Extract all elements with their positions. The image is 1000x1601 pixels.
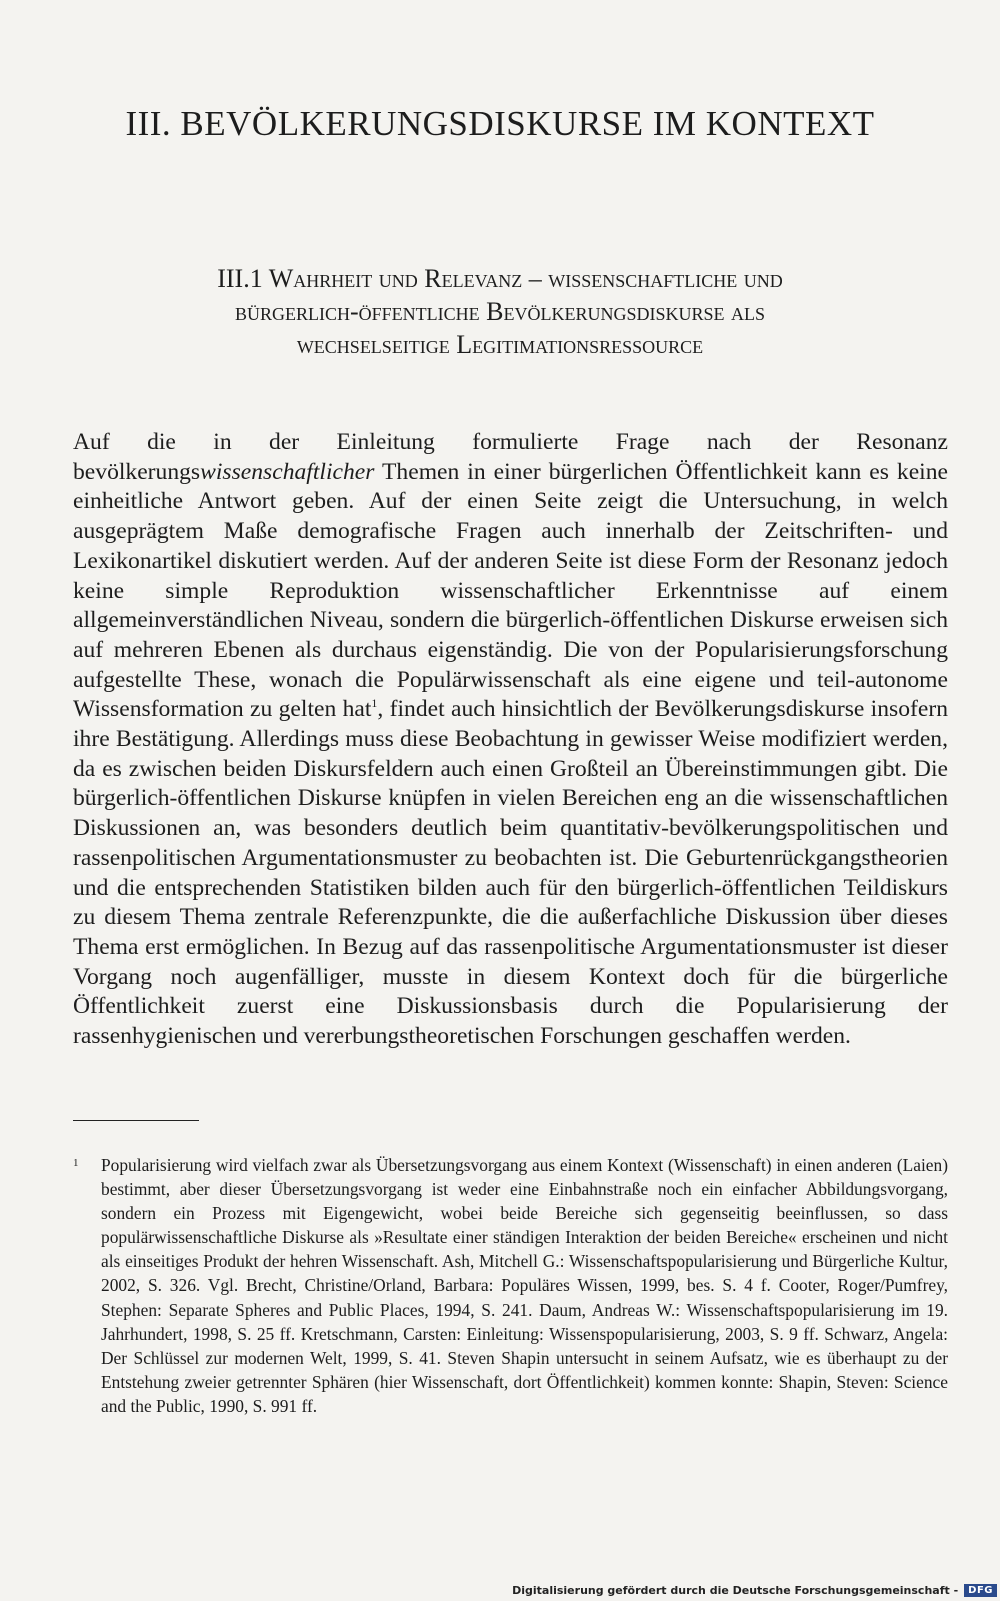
footnote-reference: 1 xyxy=(371,696,378,711)
section-heading-line-3: wechselseitige Legitimationsressource xyxy=(296,330,704,359)
dfg-logo-icon: DFG xyxy=(964,1584,997,1597)
credit-text: Digitalisierung gefördert durch die Deutsche Forschungsgemeinschaft - xyxy=(512,1583,959,1597)
body-text-part-3: , findet auch hinsichtlich der Bevölkerungsdiskurse insofern ihre Bestätigung. Allerdings muss diese Beobachtung in gewisser Weise modifiziert werden, da es zwischen beiden Diskursfeldern auch einen Großteil an Übereinstimmungen gibt. Die bürgerlich-öffentlichen Diskurse knüpfen in vielen Bereichen eng an die wissenschaftlichen Diskussionen an, was besonders deutlich beim quantitativ-bevölkerungspolitischen und rassenpolitischen Argumentationsmuster zu beobachten ist. Die Geburtenrückgangstheorien und die entsprechenden Statistiken bilden auch für den bürgerlich-öffentlichen Teildiskurs zu diesem Thema zentrale Referenzpunkte, die die außerfachliche Diskussion über dieses Thema erst ermöglichen. In Bezug auf das rassenpolitische Argumentationsmuster ist dieser Vorgang noch augenfälliger, musste in diesem Kontext doch für die bürgerliche Öffentlichkeit zuerst eine Diskussionsbasis durch die Popularisierung der rassenhygienischen und vererbungstheoretischen Forschungen geschaffen werden. xyxy=(73,696,948,1050)
footnote-text: Popularisierung wird vielfach zwar als Übersetzungsvorgang aus einem Kontext (Wissenschaft) in einen anderen (Laien) bestimmt, aber dieser Übersetzungsvorgang ist weder eine Einbahnstraße noch ein einfacher Abbildungsvorgang, sondern ein Prozess mit Eigengewicht, wobei beide Bereiche sich gegenseitig beeinflussen, so dass populärwissenschaftliche Diskurse als »Resultate einer ständigen Interaktion der beiden Bereiche« erscheinen und nicht als einseitiges Produkt der hehren Wissenschaft. Ash, Mitchell G.: Wissenschaftspopularisierung und Bürgerliche Kultur, 2002, S. 326. Vgl. Brecht, Christine/Orland, Barbara: Populäres Wissen, 1999, bes. S. 4 f. Cooter, Roger/Pumfrey, Stephen: Separate Spheres and Public Places, 1994, S. 241. Daum, Andreas W.: Wissenschaftspopularisierung im 19. Jahrhundert, 1998, S. 25 ff. Kretschmann, Carsten: Einleitung: Wissenspopularisierung, 2003, S. 9 ff. Schwarz, Angela: Der Schlüssel zur modernen Welt, 1999, S. 41. Steven Shapin untersucht in seinem Aufsatz, wie es überhaupt zu der Entstehung zweier getrennter Sphären (hier Wissenschaft, dort Öffentlichkeit) kommen konnte: Shapin, Steven: Science and the Public, 1990, S. 991 ff. xyxy=(101,1155,948,1416)
footnote xyxy=(73,1153,948,1418)
footnote-marker: 1 xyxy=(73,1157,79,1169)
footnote-divider xyxy=(73,1120,199,1121)
body-text-italic: wissenschaftlicher xyxy=(200,458,375,485)
body-text-part-1: Auf die in der Einleitung formulierte Frage nach der Resonanz bevölkerungs xyxy=(73,429,948,485)
section-heading-line-2: bürgerlich-öffentliche Bevölkerungsdiskurse als xyxy=(234,297,766,326)
section-heading-line-1: III.1 Wahrheit und Relevanz – wissenschaftliche und xyxy=(217,264,783,293)
digitization-credit xyxy=(512,1579,1000,1601)
body-text-part-2: Themen in einer bürgerlichen Öffentlichkeit kann es keine einheitliche Antwort geben. Auf der einen Seite zeigt die Untersuchung, in welch ausgeprägtem Maße demografische Fragen auch innerhalb der Zeitschriften- und Lexikonartikel diskutiert werden. Auf der anderen Seite ist diese Form der Resonanz jedoch keine simple Reproduktion wissenschaftlicher Erkenntnisse auf einem allgemeinverständlichen Niveau, sondern die bürgerlich-öffentlichen Diskurse erweisen sich auf mehreren Ebenen als durchaus eigenständig. Die von der Popularisierungsforschung aufgestellte These, wonach die Populärwissenschaft als eine eigene und teil-autonome Wissensformation zu gelten hat xyxy=(73,458,948,723)
chapter-title: III. BEVÖLKERUNGSDISKURSE IM KONTEXT xyxy=(125,104,875,143)
body-paragraph xyxy=(73,428,948,1052)
section-heading xyxy=(95,262,905,361)
